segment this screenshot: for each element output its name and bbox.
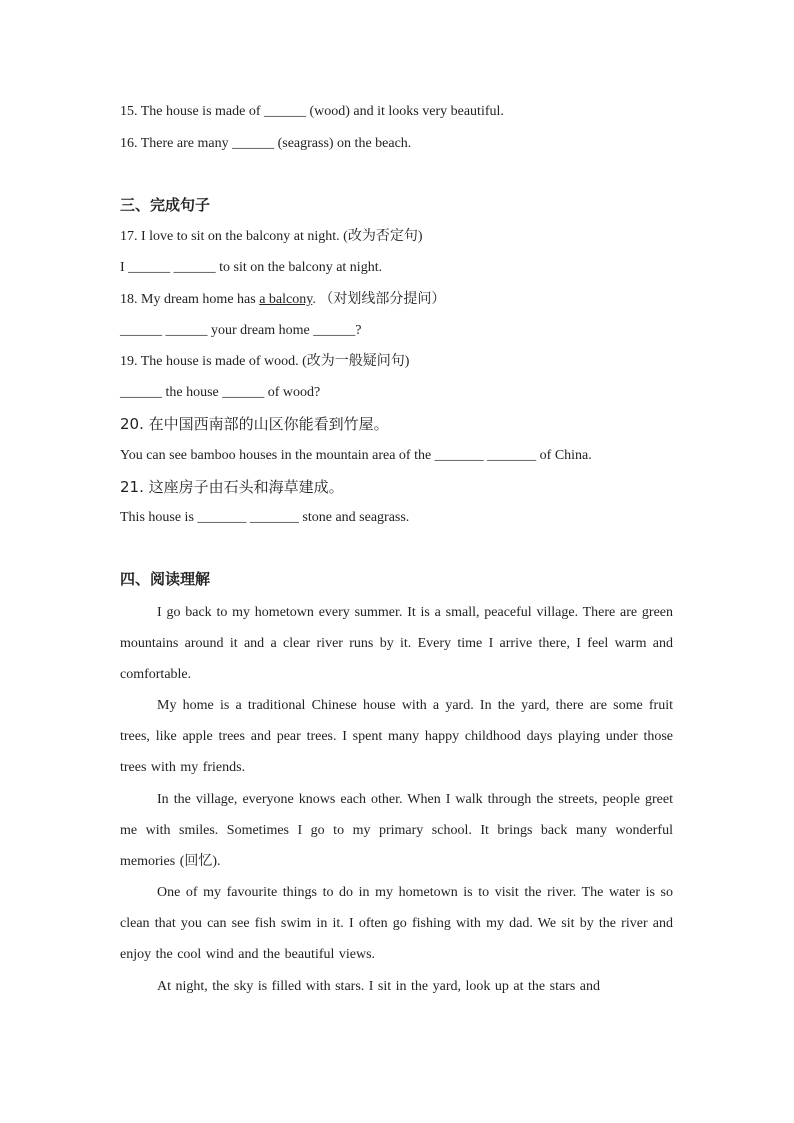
question-19-answer: ______ the house ______ of wood? bbox=[120, 385, 321, 400]
reading-paragraph-5: At night, the sky is filled with stars. I sit in the yard, look up at the stars and bbox=[157, 979, 600, 994]
reading-paragraph-4: One of my favourite things to do in my hometown is to visit the river. The water is so clean that you can see fish swim in it. I often go fishing with my dad. We sit by the river and enjoy the cool wind and the beautiful views. bbox=[120, 885, 673, 962]
question-19: 19. The house is made of wood. (改为一般疑问句) bbox=[120, 354, 410, 369]
question-15: 15. The house is made of ______ (wood) and it looks very beautiful. bbox=[120, 104, 504, 119]
question-21-answer: This house is _______ _______ stone and seagrass. bbox=[120, 510, 410, 525]
question-20-answer: You can see bamboo houses in the mountain area of the _______ _______ of China. bbox=[120, 448, 592, 463]
question-20: 20. 在中国西南部的山区你能看到竹屋。 bbox=[120, 415, 389, 433]
reading-paragraph-1: I go back to my hometown every summer. It is a small, peaceful village. There are green mountains around it and a clear river runs by it. Every time I arrive there, I feel warm and comfortable. bbox=[120, 605, 673, 682]
question-21: 21. 这座房子由石头和海草建成。 bbox=[120, 478, 344, 496]
question-18-suffix: . （对划线部分提问） bbox=[312, 292, 446, 307]
reading-paragraph-3: In the village, everyone knows each other. When I walk through the streets, people greet me with smiles. Sometimes I go to my primary school. It brings back many wonderful memories (回忆). bbox=[120, 792, 673, 869]
question-17-answer: I ______ ______ to sit on the balcony at night. bbox=[120, 260, 383, 275]
question-17: 17. I love to sit on the balcony at night. (改为否定句) bbox=[120, 229, 423, 244]
question-18-underlined: a balcony bbox=[259, 292, 313, 307]
section-4-heading: 四、阅读理解 bbox=[120, 570, 211, 588]
reading-paragraph-2: My home is a traditional Chinese house with a yard. In the yard, there are some fruit trees, like apple trees and pear trees. I spent many happy childhood days playing under those trees with my friends. bbox=[120, 698, 673, 775]
question-18-answer: ______ ______ your dream home ______? bbox=[120, 323, 362, 338]
question-18 bbox=[120, 290, 445, 310]
question-16: 16. There are many ______ (seagrass) on the beach. bbox=[120, 136, 412, 151]
section-3-heading: 三、完成句子 bbox=[120, 196, 211, 214]
question-18-prefix: 18. My dream home has bbox=[120, 292, 260, 307]
